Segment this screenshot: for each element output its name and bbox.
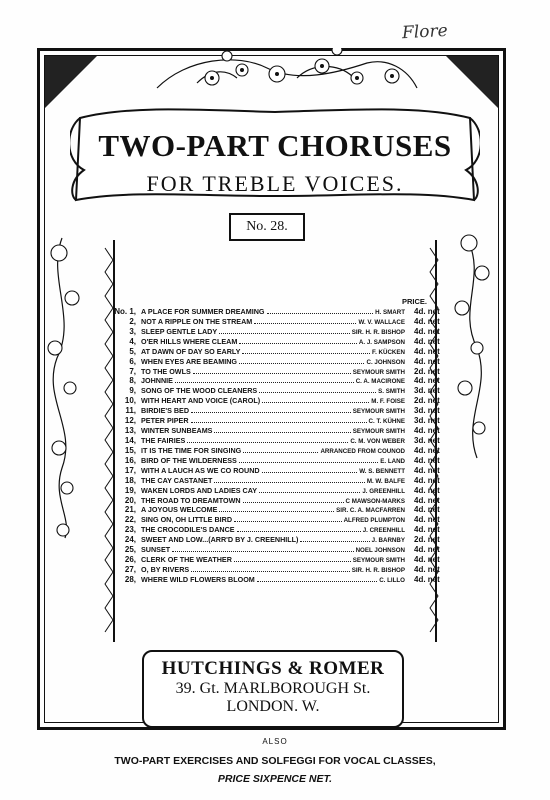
song-price: 4d. net	[414, 525, 440, 535]
leader-dots	[219, 511, 334, 512]
song-title: NOT A RIPPLE ON THE STREAM	[141, 316, 253, 326]
leader-dots	[239, 363, 365, 364]
list-item	[114, 367, 446, 377]
song-price: 4d. net	[414, 564, 440, 574]
song-title: A PLACE FOR SUMMER DREAMING	[141, 307, 265, 316]
song-title: WAKEN LORDS AND LADIES CAY	[141, 485, 258, 495]
song-title: WHERE WILD FLOWERS BLOOM	[141, 574, 255, 584]
song-title: IT IS THE TIME FOR SINGING	[141, 445, 242, 455]
song-title: THE FAIRIES	[141, 435, 186, 445]
song-price: 4d. net	[414, 307, 440, 316]
leader-dots	[257, 581, 377, 582]
publisher-address: 39. Gt. MARLBOROUGH St.	[175, 680, 371, 697]
song-title: THE ROAD TO DREAMTOWN	[141, 495, 241, 505]
song-composer: H. SMART	[375, 309, 405, 316]
song-composer: C. T. KÜHNE	[368, 418, 405, 426]
song-title: CLERK OF THE WEATHER	[141, 555, 232, 565]
song-price: 4d. net	[414, 485, 440, 495]
song-price: 2d. net	[414, 396, 440, 406]
song-title: WITH HEART AND VOICE (CAROL)	[141, 396, 261, 406]
publisher-box	[142, 650, 404, 728]
song-price: 4d. net	[414, 515, 440, 525]
list-item	[114, 416, 446, 426]
song-number: 26,	[124, 555, 136, 565]
song-number: 9,	[129, 386, 136, 396]
leader-dots	[193, 373, 351, 374]
song-number: 14,	[124, 435, 136, 445]
leader-dots	[175, 382, 354, 383]
song-title: BIRDIE'S BED	[141, 406, 190, 416]
song-title: JOHNNIE	[141, 376, 173, 386]
list-item	[114, 565, 446, 575]
song-composer: W. S. BENNETT	[359, 467, 405, 475]
leader-dots	[237, 531, 361, 532]
song-title: TO THE OWLS	[141, 366, 191, 376]
list-item	[114, 347, 446, 357]
song-composer: SIR. H. R. BISHOP	[351, 566, 405, 574]
list-item	[114, 545, 446, 555]
leader-dots	[262, 402, 369, 403]
song-title: O'ER HILLS WHERE CLEAM	[141, 336, 238, 346]
song-price: 4d. net	[414, 316, 440, 326]
song-list	[114, 307, 446, 585]
list-item	[114, 337, 446, 347]
song-composer: ALFRED PLUMPTON	[343, 517, 405, 525]
song-number: 17,	[124, 465, 136, 475]
song-number: 21,	[124, 505, 136, 515]
list-item	[114, 476, 446, 486]
song-composer: SIR. H. R. BISHOP	[351, 328, 405, 336]
song-price: 3d. net	[414, 435, 440, 445]
song-price: 4d. net	[414, 455, 440, 465]
list-item	[114, 456, 446, 466]
song-composer: J. GREENHILL	[362, 487, 405, 495]
list-item	[114, 406, 446, 416]
song-price: 4d. net	[414, 445, 440, 455]
list-item	[114, 486, 446, 496]
handwritten-signature: Flore	[401, 20, 449, 44]
song-number: 25,	[124, 545, 136, 555]
song-number: 16,	[124, 455, 136, 465]
song-number: 13,	[124, 426, 136, 436]
song-title: WITH A LAUCH AS WE CO ROUND	[141, 465, 260, 475]
song-number: No. 1,	[114, 307, 136, 316]
song-title: WINTER SUNBEAMS	[141, 426, 213, 436]
list-item	[114, 376, 446, 386]
song-composer: S. SMITH	[378, 388, 405, 396]
song-title: SING ON, OH LITTLE BIRD	[141, 515, 233, 525]
song-price: 3d. net	[414, 386, 440, 396]
list-item	[114, 386, 446, 396]
leader-dots	[239, 343, 357, 344]
list-item	[114, 357, 446, 367]
song-title: BIRD OF THE WILDERNESS	[141, 455, 237, 465]
song-number: 11,	[125, 406, 136, 416]
song-title: SONG OF THE WOOD CLEANERS	[141, 386, 258, 396]
song-price: 4d. net	[414, 574, 440, 584]
song-title: THE CAY CASTANET	[141, 475, 213, 485]
list-item	[114, 426, 446, 436]
song-number: 28,	[124, 574, 136, 584]
song-number: 24,	[124, 535, 136, 545]
leader-dots	[191, 571, 350, 572]
list-item	[114, 535, 446, 545]
song-price: 3d. net	[414, 406, 440, 416]
song-title: PETER PIPER	[141, 416, 189, 426]
series-number: No. 28.	[229, 213, 305, 241]
song-composer: SEYMOUR SMITH	[352, 408, 405, 416]
song-composer: C. M. VON WEBER	[350, 437, 405, 445]
song-composer: C. JOHNSON	[366, 358, 405, 366]
song-number: 19,	[124, 485, 136, 495]
song-composer: C. A. MACIRONE	[355, 378, 405, 386]
song-title: SLEEP GENTLE LADY	[141, 326, 218, 336]
list-item	[114, 515, 446, 525]
list-item	[114, 396, 446, 406]
song-price: 4d. net	[414, 326, 440, 336]
leader-dots	[243, 502, 344, 503]
song-number: 5,	[129, 346, 136, 356]
song-number: 4,	[129, 336, 136, 346]
song-composer: SEYMOUR SMITH	[352, 557, 405, 565]
song-composer: J. BARNBY	[371, 537, 405, 545]
song-number: 12,	[124, 416, 136, 426]
song-composer: M. F. FOISE	[371, 398, 405, 406]
also-label: ALSO	[262, 737, 288, 746]
song-composer: W. V. WALLACE	[358, 318, 405, 326]
song-number: 3,	[129, 326, 136, 336]
leader-dots	[234, 521, 342, 522]
leader-dots	[254, 323, 356, 324]
song-number: 20,	[124, 495, 136, 505]
leader-dots	[219, 333, 350, 334]
song-title: A JOYOUS WELCOME	[141, 505, 218, 515]
leader-dots	[234, 561, 351, 562]
song-title: WHEN EYES ARE BEAMING	[141, 356, 237, 366]
price-heading: PRICE.	[402, 297, 428, 306]
song-composer: SEYMOUR SMITH	[352, 368, 405, 376]
page-title: TWO-PART CHORUSES	[98, 128, 452, 163]
list-item	[114, 317, 446, 327]
leader-dots	[267, 313, 374, 314]
song-number: 18,	[124, 475, 136, 485]
song-composer: F. KÜCKEN	[372, 348, 405, 356]
song-number: 6,	[129, 356, 136, 366]
song-price: 4d. net	[414, 475, 440, 485]
leader-dots	[214, 432, 350, 433]
list-item	[114, 505, 446, 515]
song-number: 2,	[129, 316, 136, 326]
song-number: 8,	[129, 376, 136, 386]
song-title: SWEET AND LOW...(ARR'D BY J. CREENHILL)	[141, 535, 299, 545]
leader-dots	[300, 541, 369, 542]
leader-dots	[214, 482, 364, 483]
leader-dots	[259, 392, 376, 393]
song-price: 4d. net	[414, 376, 440, 386]
publisher-city: LONDON. W.	[226, 698, 320, 715]
list-item	[114, 307, 446, 317]
song-composer: C. LILLO	[379, 576, 405, 584]
list-item	[114, 446, 446, 456]
song-number: 27,	[124, 564, 136, 574]
song-composer: SIR. C. A. MACFARREN	[336, 507, 405, 515]
exercises-line: TWO-PART EXERCISES AND SOLFEGGI FOR VOCAL CLASSES,	[114, 755, 436, 767]
leader-dots	[191, 422, 367, 423]
song-composer: M. W. BALFE	[366, 477, 405, 485]
song-price: 4d. net	[414, 495, 440, 505]
song-price: 4d. net	[414, 356, 440, 366]
song-price: 4d. net	[414, 426, 440, 436]
list-item	[114, 575, 446, 585]
list-item	[114, 327, 446, 337]
song-number: 7,	[129, 366, 136, 376]
song-number: 15,	[124, 445, 136, 455]
song-composer: J. CREENHILL	[362, 527, 405, 535]
song-price: 4d. net	[414, 336, 440, 346]
leader-dots	[191, 412, 351, 413]
song-number: 10,	[124, 396, 136, 406]
song-title: THE CROCODILE'S DANCE	[141, 525, 235, 535]
page-subtitle: FOR TREBLE VOICES.	[146, 171, 404, 196]
song-composer: SEYMOUR SMITH	[352, 428, 405, 436]
song-price: 4d. net	[414, 545, 440, 555]
song-title: O, BY RIVERS	[141, 564, 190, 574]
song-price: 3d. net	[414, 416, 440, 426]
list-item	[114, 525, 446, 535]
song-number: 23,	[124, 525, 136, 535]
leader-dots	[259, 492, 360, 493]
leader-dots	[172, 551, 353, 552]
song-price: 2d. net	[414, 535, 440, 545]
list-item	[114, 496, 446, 506]
song-price: 4d. net	[414, 346, 440, 356]
list-item	[114, 555, 446, 565]
song-title: SUNSET	[141, 545, 171, 555]
song-price: 4d. net	[414, 555, 440, 565]
leader-dots	[262, 472, 358, 473]
song-composer: NOEL JOHNSON	[355, 547, 405, 555]
leader-dots	[242, 353, 370, 354]
song-composer: E. LAND	[380, 457, 405, 465]
song-title: AT DAWN OF DAY SO EARLY	[141, 346, 241, 356]
list-item	[114, 466, 446, 476]
price-line: PRICE SIXPENCE NET.	[217, 773, 333, 785]
song-price: 4d. net	[414, 465, 440, 475]
list-item	[114, 436, 446, 446]
song-number: 22,	[124, 515, 136, 525]
leader-dots	[239, 462, 378, 463]
publisher-name: HUTCHINGS & ROMER	[161, 658, 385, 679]
leader-dots	[243, 452, 318, 453]
leader-dots	[187, 442, 348, 443]
song-price: 4d. net	[414, 505, 440, 515]
song-composer: ARRANCED FROM COUNOD	[320, 447, 405, 455]
song-composer: C MAWSON-MARKS	[345, 497, 405, 505]
song-composer: A. J. SAMPSON	[358, 338, 405, 346]
song-price: 2d. net	[414, 366, 440, 376]
